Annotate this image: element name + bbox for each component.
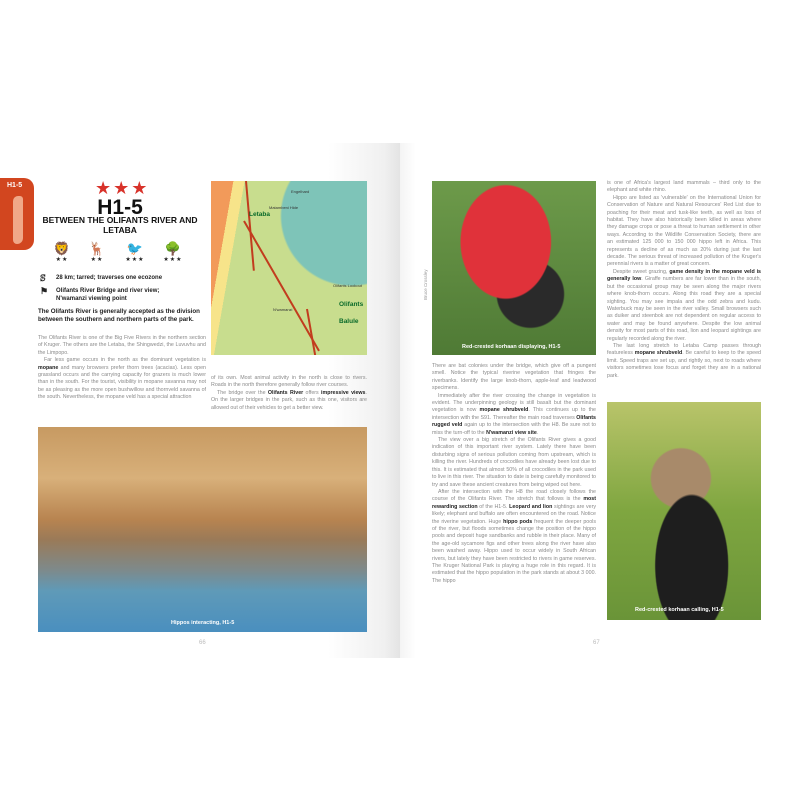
lead-paragraph: The Olifants River is generally accepted as the division between the southern and northern parts of the park. [38, 308, 200, 323]
rating-tree [158, 242, 188, 263]
route-code: H1-5 [97, 196, 143, 219]
map-label-letaba: Letaba [249, 211, 270, 218]
paragraph: Despite sweet grazing, game density in the mopane veld is generally low. Giraffe numbers are far lower than in the south, but the occasional group may be seen along the major rivers where knob-thorn occurs. Along this road they are a special sighting. You may see impala and the odd zebra and kudu. Waterbuck may be seen in the river valley. Small browsers such as duiker and steenbok are not dependent on regular access to water and may be found anywhere. Despite the low animal density for most parts of this road, lion and leopard sightings are regularly recorded along the river. [607, 268, 761, 342]
korhaan-calling-photo [607, 402, 761, 620]
map-label-matambeni: Matambeni Hide [269, 205, 299, 210]
rating-value: ★★★ [163, 257, 183, 263]
route-title: BETWEEN THE OLIFANTS RIVER AND LETABA [42, 215, 198, 235]
paragraph: There are bat colonies under the bridge, which give off a pungent smell. Notice the typical riverine vegetation that fringes the riverbanks. Identify the large knob-thorn, apple-leaf and leadwood specimens. [432, 363, 596, 392]
bird-icon: 🐦 [126, 241, 144, 256]
photo-caption: Red-crested korhaan displaying, H1-5 [462, 344, 561, 350]
rating-antelope [82, 242, 112, 263]
rating-value: ★★ [90, 257, 104, 263]
kruger-map-icon [13, 196, 23, 244]
paragraph: The last long stretch to Letaba Camp passes through featureless mopane shrubveld. Be careful to keep to the speed limit. Speed traps are set up, and rightly so, next to roads where visitors sometimes lose focus and forget they are in a national park. [607, 342, 761, 379]
highlights-info [40, 287, 159, 303]
column-4 [607, 180, 761, 380]
column-1 [38, 335, 206, 402]
route-tab [0, 178, 34, 250]
antelope-icon: 🦌 [88, 241, 106, 256]
tree-icon: 🌳 [164, 241, 182, 256]
lion-icon: 🦁 [53, 241, 71, 256]
route-map [211, 181, 367, 355]
paragraph: is one of Africa's largest land mammals – third only to the elephant and white rhino. [607, 180, 761, 194]
column-3 [432, 363, 596, 585]
paragraph: The bridge over the Olifants River offers impressive views. On the larger bridges in the park, such as this one, visitors are allowed out of their vehicles to get a better view. [211, 389, 367, 411]
paragraph: The view over a big stretch of the Olifants River gives a good indication of this important river system. Lately there have been disturbing signs of serious pollution coming from upstream, which is killing the river. Hundreds of crocodiles have already been lost due to this. It is estimated that almost 50% of all crocodiles in the park used to live in this river. The situation to date is being carefully monitored to try and save these ancient creatures from being wiped out here. [432, 437, 596, 488]
rating-lion [47, 242, 77, 263]
highlight-2: N'wamanzi viewing point [56, 296, 127, 302]
column-2 [211, 375, 367, 412]
map-label-engelhard: Engelhard [291, 189, 310, 194]
photo-credit: Bruce Crossley [423, 269, 428, 300]
hippo-photo [38, 427, 367, 632]
tab-label: H1-5 [7, 182, 23, 189]
route-stars: ★★★ [95, 178, 150, 198]
road-icon: ꕷ [40, 273, 46, 283]
rating-value: ★★ [55, 257, 69, 263]
map-label-lookout: Olifants Lookout [333, 283, 362, 288]
distance-text: 28 km; tarred; traverses one ecozone [56, 275, 163, 281]
paragraph: After the intersection with the H8 the road closely follows the course of the Olifants River. The stretch that follows is the most rewarding section of the H1-5. Leopard and lion sightings are very likely; elephant and buffalo are often encountered on the road. Notice the riverine vegetation. Huge hippo pods frequent the deeper pools of the river, but floods sometimes change the position of the hippo pools and deposit huge sandbanks and rubble in their place. Many of the age-old sycamore figs and other trees along the river have also been washed away. Hippo used to occur widely in South African rivers, but lately they have been restricted to rivers in game reserves. The Kruger National Park is playing a huge role in this regard. It is estimated that the hippo population in the park stands at about 3 000. The hippo [432, 488, 597, 584]
highlight-1: Olifants River Bridge and river view; [56, 288, 160, 294]
paragraph: Hippo are listed as 'vulnerable' on the International Union for Conservation of Nature and Natural Resources' Red List due to poaching for their meat and tusk-like teeth, as well as loss of habitat. They have also historically been killed in areas where they damage crops or pose a threat to human settlement in other ways. According to the Wildlife Conservation Society, there are an estimated 125 000 to 150 000 hippo left in Africa. This represents a decline of as much as 20% during just the last decade. The serious threat of increased pollution of the Kruger's perennial rivers is a matter of great concern. [607, 194, 761, 268]
page-number-left: 66 [199, 640, 206, 646]
paragraph: The Olifants River is one of the Big Five Rivers in the northern section of Kruger. The others are the Letaba, the Shingwedzi, the Luvuvhu and the Limpopo. [38, 335, 206, 356]
rating-bird [120, 242, 150, 263]
distance-info [40, 274, 162, 282]
rating-value: ★★★ [125, 257, 145, 263]
photo-caption: Red-crested korhaan calling, H1-5 [635, 607, 724, 613]
paragraph: Immediately after the river crossing the change in vegetation is evident. The underpinning geology is still basalt but the dominant vegetation is now mopane shrubveld. This continues up to the intersection with the S91. Thereafter the main road traverses Olifants rugged veld again up to the intersection with the H8. Be sure not to miss the turn-off to the N'wamanzi view site. [432, 392, 597, 436]
page-number-right: 67 [593, 640, 600, 646]
korhaan-displaying-photo [432, 181, 596, 355]
photo-caption: Hippos interacting, H1-5 [171, 620, 235, 626]
map-label-nwamanzi: N'wamanzi [273, 307, 293, 312]
map-label-balule: Balule [339, 318, 359, 325]
paragraph: Far less game occurs in the north as the dominant vegetation is mopane and many browsers prefer thorn trees (acacias). Less open grassland occurs and the carrying capacity for grazers is much lower than in the south. For the tourist, visibility in mopane savanna may not be as pleasing as the more open bushwillow and thornveld savanna of the south. Nevertheless, the mopane veld has a special attraction [38, 357, 206, 401]
map-label-olifants: Olifants [339, 301, 364, 308]
flag-icon: ⚑ [40, 286, 49, 296]
paragraph: of its own. Most animal activity in the north is close to rivers. Roads in the north therefore generally follow river courses. [211, 375, 367, 389]
